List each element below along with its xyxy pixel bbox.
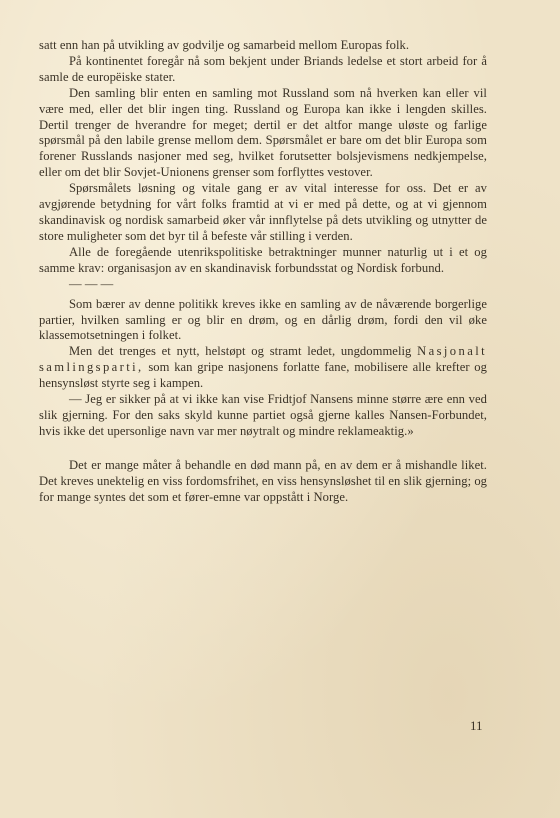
paragraph-gap (39, 440, 487, 458)
paragraph-quote: — Jeg er sikker på at vi ikke kan vise Fridtjof Nansens minne større ære enn ved slik gjerning. For den saks skyld kunne partiet også gjerne kalles Nansen-Forbundet, hvis ikke det upersonlige navn var mer nøytralt og mindre reklameaktig.» (39, 392, 487, 438)
paragraph: På kontinentet foregår nå som bekjent under Briands ledelse et stort arbeid for å samle de europëiske stater. (39, 53, 487, 84)
paragraph: Spørsmålets løsning og vitale gang er av vital interesse for oss. Det er av avgjørende betydning for vårt folks framtid at vi er med på dette, og at vi gjennom skandinavisk og nordisk samarbeid øker vår innflytelse på dets utvikling og utnytter de store muligheter som det byr til å befeste vår stilling i verden. (39, 181, 487, 243)
paragraph: Den samling blir enten en samling mot Russland som nå hverken kan eller vil være med, eller det blir ingen ting. Russland og Europa kan ikke i lengden skilles. Dertil trenger de hverandre for meget; dertil er det altfor mange uløste og farlige spørsmål på den labile grense mellom dem. Spørsmålet er bare om det blir Europa som forener Russlands nasjoner med seg, hvilket forutsetter bolsjevismens nedkjempelse, eller om det blir Sovjet-Unionens grenser som forflyttes vestover. (39, 85, 487, 180)
paragraph-final: Det er mange måter å behandle en død mann på, en av dem er å mishandle liket. Det kreves unektelig en viss fordomsfrihet, en viss hensynsløshet til en slik gjerning; og for mange syntes det som et fører-emne var oppstått i Norge. (39, 457, 488, 504)
paragraph-party-lead: Men det trenges et nytt, helstøpt og stramt ledet, ungdommelig (69, 344, 412, 359)
page-number: 11 (470, 718, 483, 733)
paragraph: Som bærer av denne politikk kreves ikke en samling av de nåværende borgerlige partier, hvilken samling er og blir en drøm, og en dårlig drøm, fordi den vil øke klassemotsetningen i folket. (39, 296, 487, 343)
paragraph: Alle de foregående utenrikspolitiske betraktninger munner naturlig ut i et og samme krav: organisasjon av en skandinavisk forbundsstat og Nordisk forbund. (39, 244, 487, 275)
paragraph-party (39, 344, 487, 392)
body-text (39, 38, 487, 505)
section-separator: — — — (69, 276, 114, 291)
party-name: Nasjonalt samlingsparti, (39, 344, 487, 375)
paragraph-party-tail: som kan gripe nasjonens forlatte fane, mobilisere alle krefter og hensynsløst styrte seg i kampen. (39, 360, 487, 391)
paragraph: satt enn han på utvikling av godvilje og samarbeid mellom Europas folk. (39, 38, 410, 52)
